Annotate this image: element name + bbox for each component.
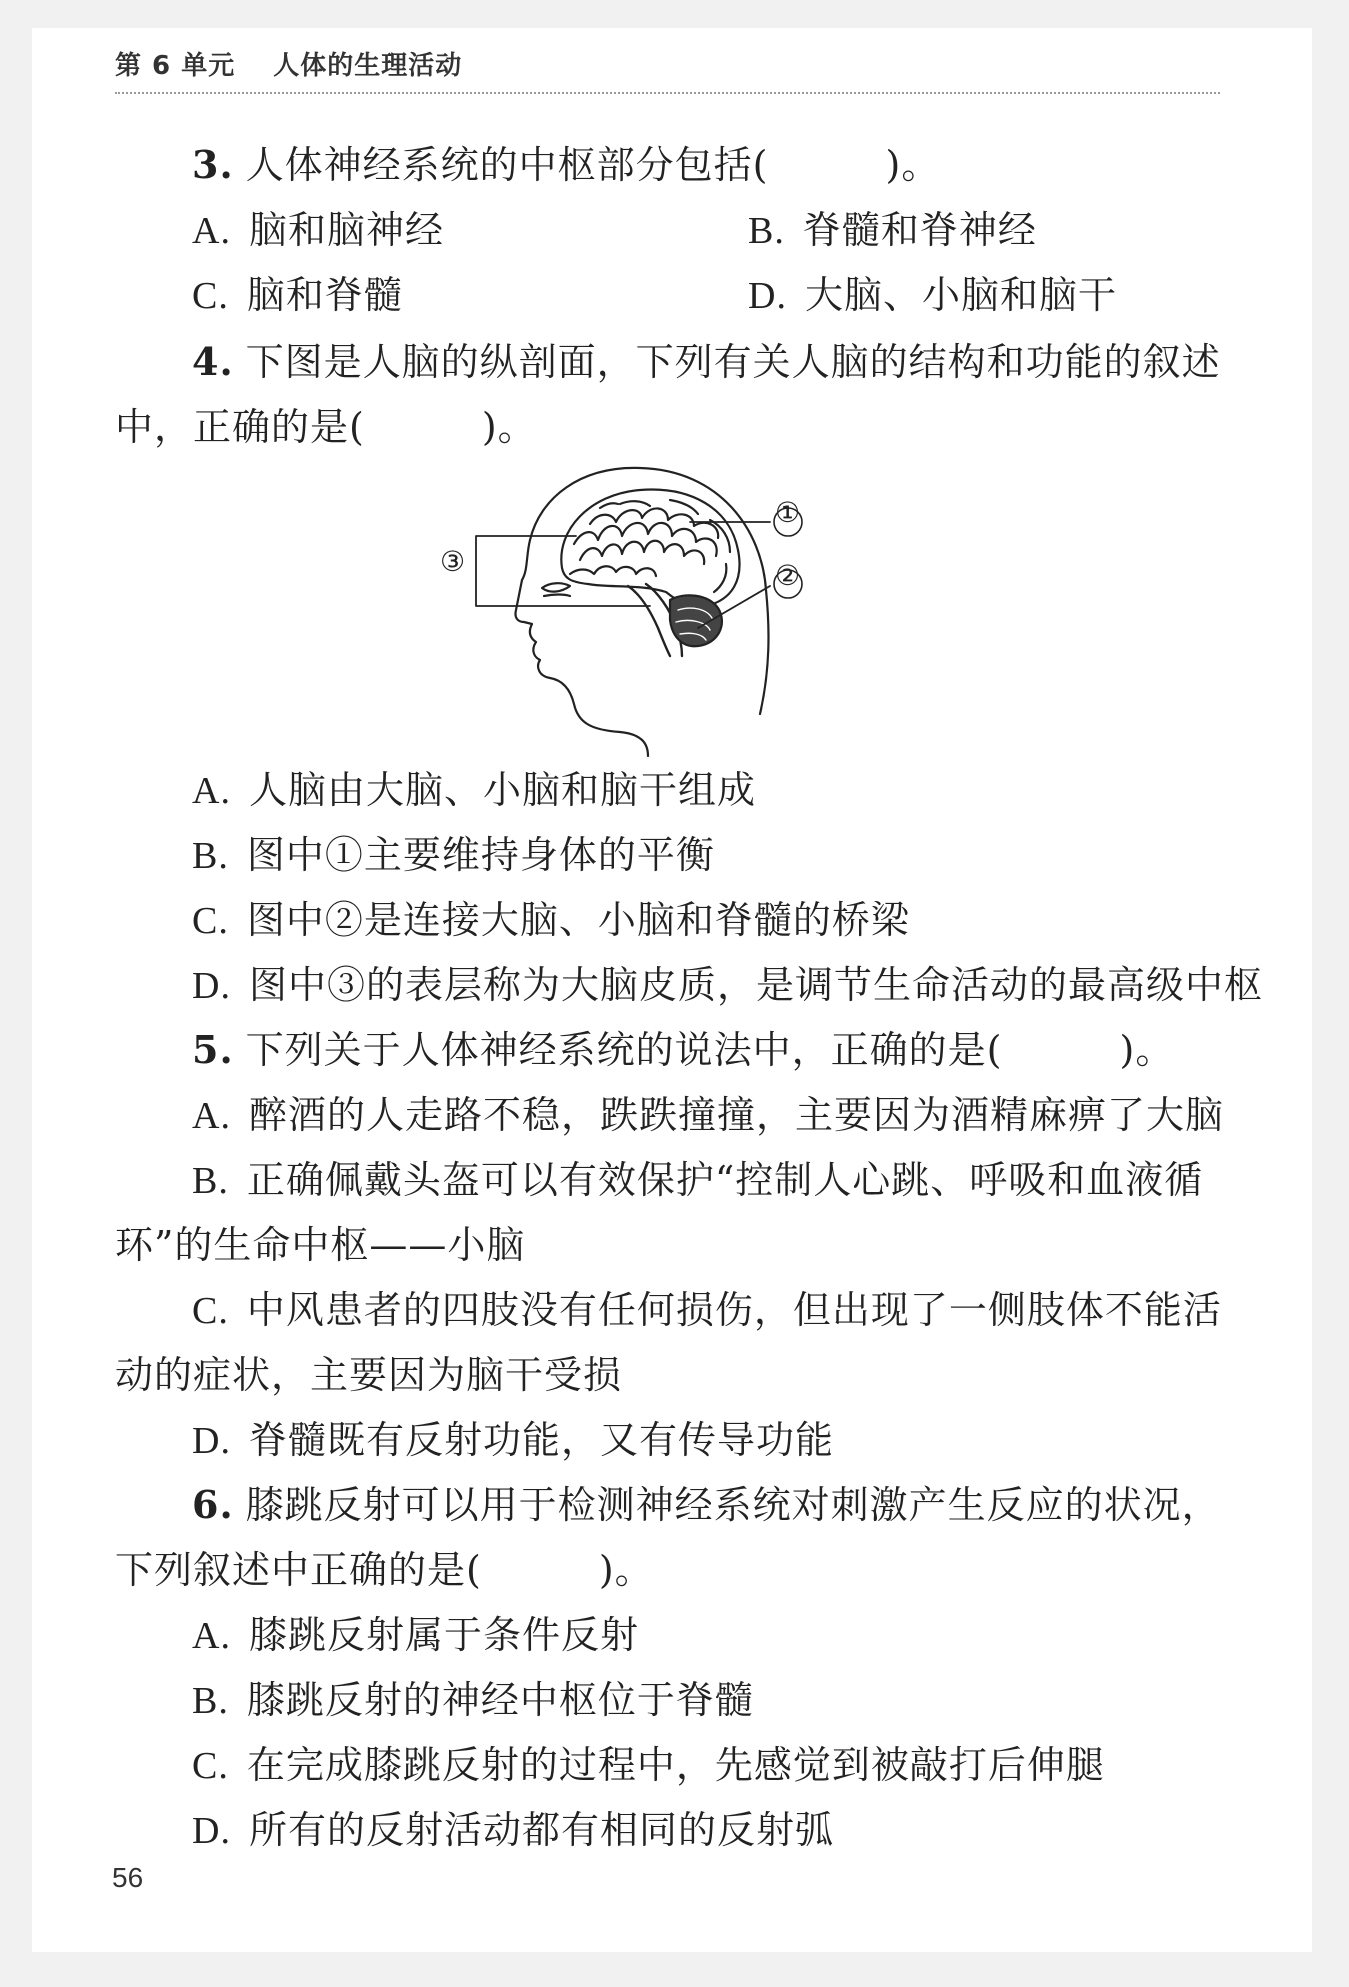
option-text: 脊髓和脊神经 [802, 208, 1037, 252]
q3-option-a [192, 205, 444, 256]
unit-label: 第 6 单元 [115, 51, 236, 81]
option-text: 正确佩戴头盔可以有效保护“控制人心跳、呼吸和血液循 [246, 1158, 1204, 1202]
question-number: 3. [192, 142, 234, 187]
q5-option-c-cont [115, 1350, 622, 1400]
q6-option-c [192, 1740, 1105, 1791]
question-text: 下列关于人体神经系统的说法中，正确的是( )。 [245, 1028, 1175, 1072]
q5-option-d [192, 1415, 834, 1466]
q4-option-d [192, 960, 1263, 1011]
option-letter: C. [192, 1745, 229, 1787]
q6-option-b [192, 1675, 754, 1726]
option-text: 人脑由大脑、小脑和脑干组成 [248, 768, 756, 812]
option-letter: C. [192, 1290, 229, 1332]
q5-option-b-cont [115, 1220, 525, 1270]
question-text: 中，正确的是( )。 [115, 405, 537, 449]
q5-option-b [192, 1155, 1203, 1206]
question-6-stem-cont [115, 1545, 654, 1595]
q3-option-d [748, 270, 1117, 321]
question-4-stem [192, 337, 1221, 387]
cerebrum-outline [561, 490, 739, 607]
q3-option-c [192, 270, 403, 321]
option-text: 醉酒的人走路不稳，跌跌撞撞，主要因为酒精麻痹了大脑 [248, 1093, 1224, 1137]
question-number: 4. [192, 339, 234, 384]
figure-label-2: ② [775, 559, 802, 592]
question-text: 膝跳反射可以用于检测神经系统对刺激产生反应的状况， [245, 1483, 1221, 1527]
question-6-stem [192, 1480, 1221, 1530]
eye [542, 583, 570, 591]
option-text: 脊髓既有反射功能，又有传导功能 [248, 1418, 834, 1462]
option-letter: A. [192, 210, 231, 252]
q6-option-d [192, 1805, 834, 1856]
option-letter: D. [748, 275, 787, 317]
q3-option-b [748, 205, 1037, 256]
question-3-stem [192, 140, 940, 190]
question-text: 下图是人脑的纵剖面，下列有关人脑的结构和功能的叙述 [245, 340, 1221, 384]
option-letter: C. [192, 900, 229, 942]
option-letter: B. [192, 835, 229, 877]
option-text: 图中②是连接大脑、小脑和脊髓的桥梁 [246, 898, 910, 942]
q4-option-a [192, 765, 756, 816]
option-text: 膝跳反射的神经中枢位于脊髓 [246, 1678, 754, 1722]
option-text: 大脑、小脑和脑干 [804, 273, 1117, 317]
q5-option-c [192, 1285, 1222, 1336]
option-letter: A. [192, 1095, 231, 1137]
q5-option-a [192, 1090, 1224, 1141]
figure-label-1: ① [775, 496, 802, 529]
option-letter: D. [192, 1810, 231, 1852]
page-header [115, 46, 1220, 94]
question-4-stem-cont [115, 402, 537, 452]
option-letter: A. [192, 1615, 231, 1657]
brainstem [628, 586, 670, 656]
unit-title: 人体的生理活动 [273, 51, 463, 81]
question-number: 5. [192, 1027, 234, 1072]
option-letter: B. [748, 210, 785, 252]
option-text: 图中①主要维持身体的平衡 [246, 833, 715, 877]
figure-label-3: ③ [440, 545, 467, 578]
option-text: 在完成膝跳反射的过程中，先感觉到被敲打后伸腿 [246, 1743, 1105, 1787]
page-number: 56 [112, 1862, 144, 1893]
question-5-stem [192, 1025, 1174, 1075]
brain-section-figure [470, 460, 870, 770]
option-letter: D. [192, 965, 231, 1007]
option-letter: B. [192, 1160, 229, 1202]
option-letter: A. [192, 770, 231, 812]
option-text: 动的症状，主要因为脑干受损 [115, 1353, 623, 1397]
option-text: 所有的反射活动都有相同的反射弧 [248, 1808, 834, 1852]
head-outline [515, 468, 768, 756]
q6-option-a [192, 1610, 639, 1661]
q4-option-c [192, 895, 910, 946]
option-text: 脑和脑神经 [248, 208, 444, 252]
option-text: 环”的生命中枢——小脑 [115, 1223, 526, 1267]
option-text: 膝跳反射属于条件反射 [248, 1613, 639, 1657]
q4-option-b [192, 830, 715, 881]
option-text: 图中③的表层称为大脑皮质，是调节生命活动的最高级中枢 [248, 963, 1263, 1007]
option-letter: C. [192, 275, 229, 317]
option-text: 中风患者的四肢没有任何损伤，但出现了一侧肢体不能活 [246, 1288, 1222, 1332]
question-text: 下列叙述中正确的是( )。 [115, 1548, 654, 1592]
option-letter: B. [192, 1680, 229, 1722]
option-letter: D. [192, 1420, 231, 1462]
option-text: 脑和脊髓 [246, 273, 403, 317]
question-text: 人体神经系统的中枢部分包括( )。 [245, 143, 941, 187]
question-number: 6. [192, 1482, 234, 1527]
